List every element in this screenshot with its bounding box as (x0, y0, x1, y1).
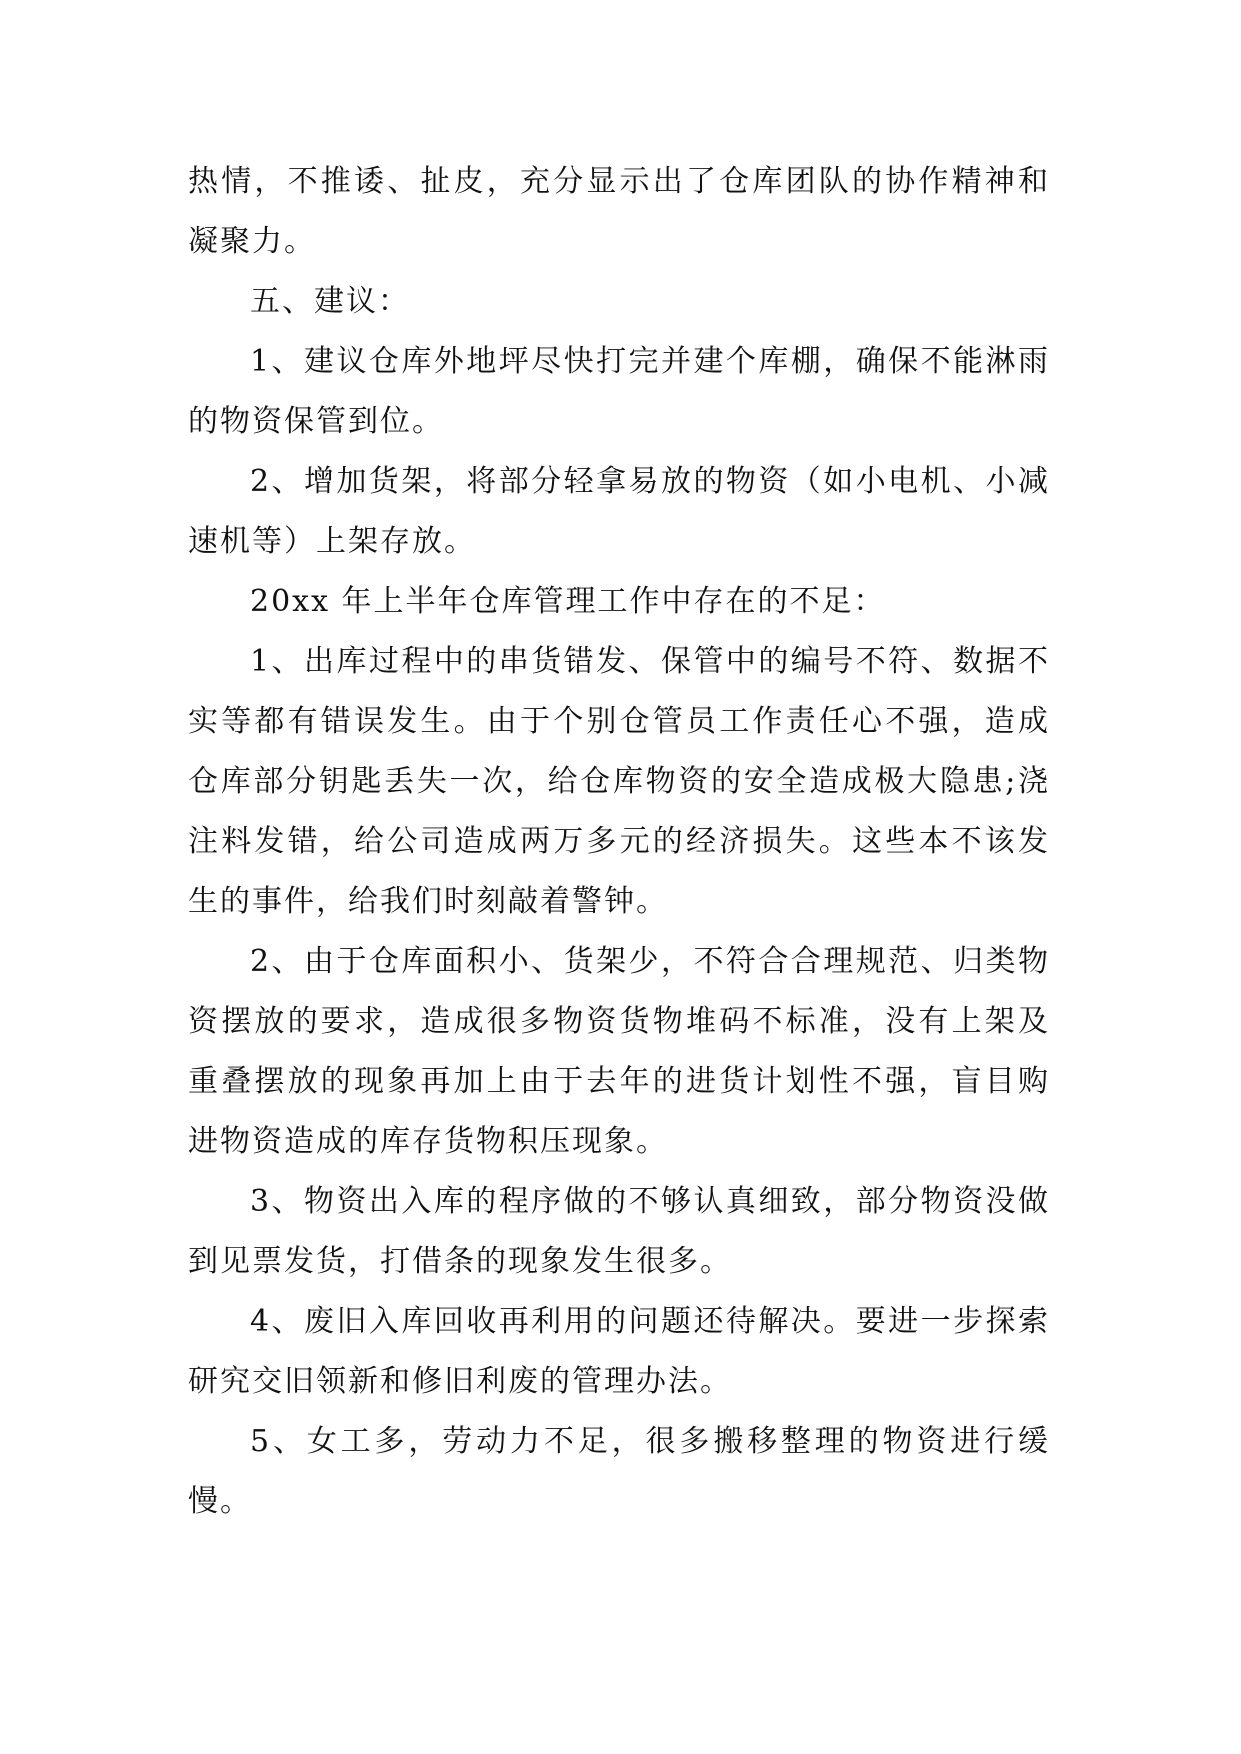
shortcoming-item-1: 1、出库过程中的串货错发、保管中的编号不符、数据不实等都有错误发生。由于个别仓管员工作责任心不强，造成仓库部分钥匙丢失一次，给仓库物资的安全造成极大隐患;浇注料发错，给公司造成两万多元的经济损失。这些本不该发生的事件，给我们时刻敲着警钟。 (188, 644, 1050, 919)
suggestion-item-1: 1、建议仓库外地坪尽快打完并建个库棚，确保不能淋雨的物资保管到位。 (188, 344, 1050, 439)
section-heading-suggestions: 五、建议： (250, 284, 410, 319)
shortcoming-item-3: 3、物资出入库的程序做的不够认真细致，部分物资没做到见票发货，打借条的现象发生很多。 (188, 1184, 1050, 1279)
section-heading-shortcomings: 20xx 年上半年仓库管理工作中存在的不足： (250, 584, 886, 619)
shortcoming-item-5: 5、女工多，劳动力不足，很多搬移整理的物资进行缓慢。 (188, 1424, 1050, 1519)
shortcoming-item-4: 4、废旧入库回收再利用的问题还待解决。要进一步探索研究交旧领新和修旧利废的管理办法。 (188, 1304, 1050, 1399)
document-body (188, 152, 1050, 1532)
paragraph-continuation: 热情，不推诿、扯皮，充分显示出了仓库团队的协作精神和凝聚力。 (188, 164, 1050, 259)
shortcoming-item-2: 2、由于仓库面积小、货架少，不符合合理规范、归类物资摆放的要求，造成很多物资货物堆码不标准，没有上架及重叠摆放的现象再加上由于去年的进货计划性不强，盲目购进物资造成的库存货物积压现象。 (188, 944, 1050, 1159)
suggestion-item-2: 2、增加货架，将部分轻拿易放的物资（如小电机、小减速机等）上架存放。 (188, 464, 1050, 559)
